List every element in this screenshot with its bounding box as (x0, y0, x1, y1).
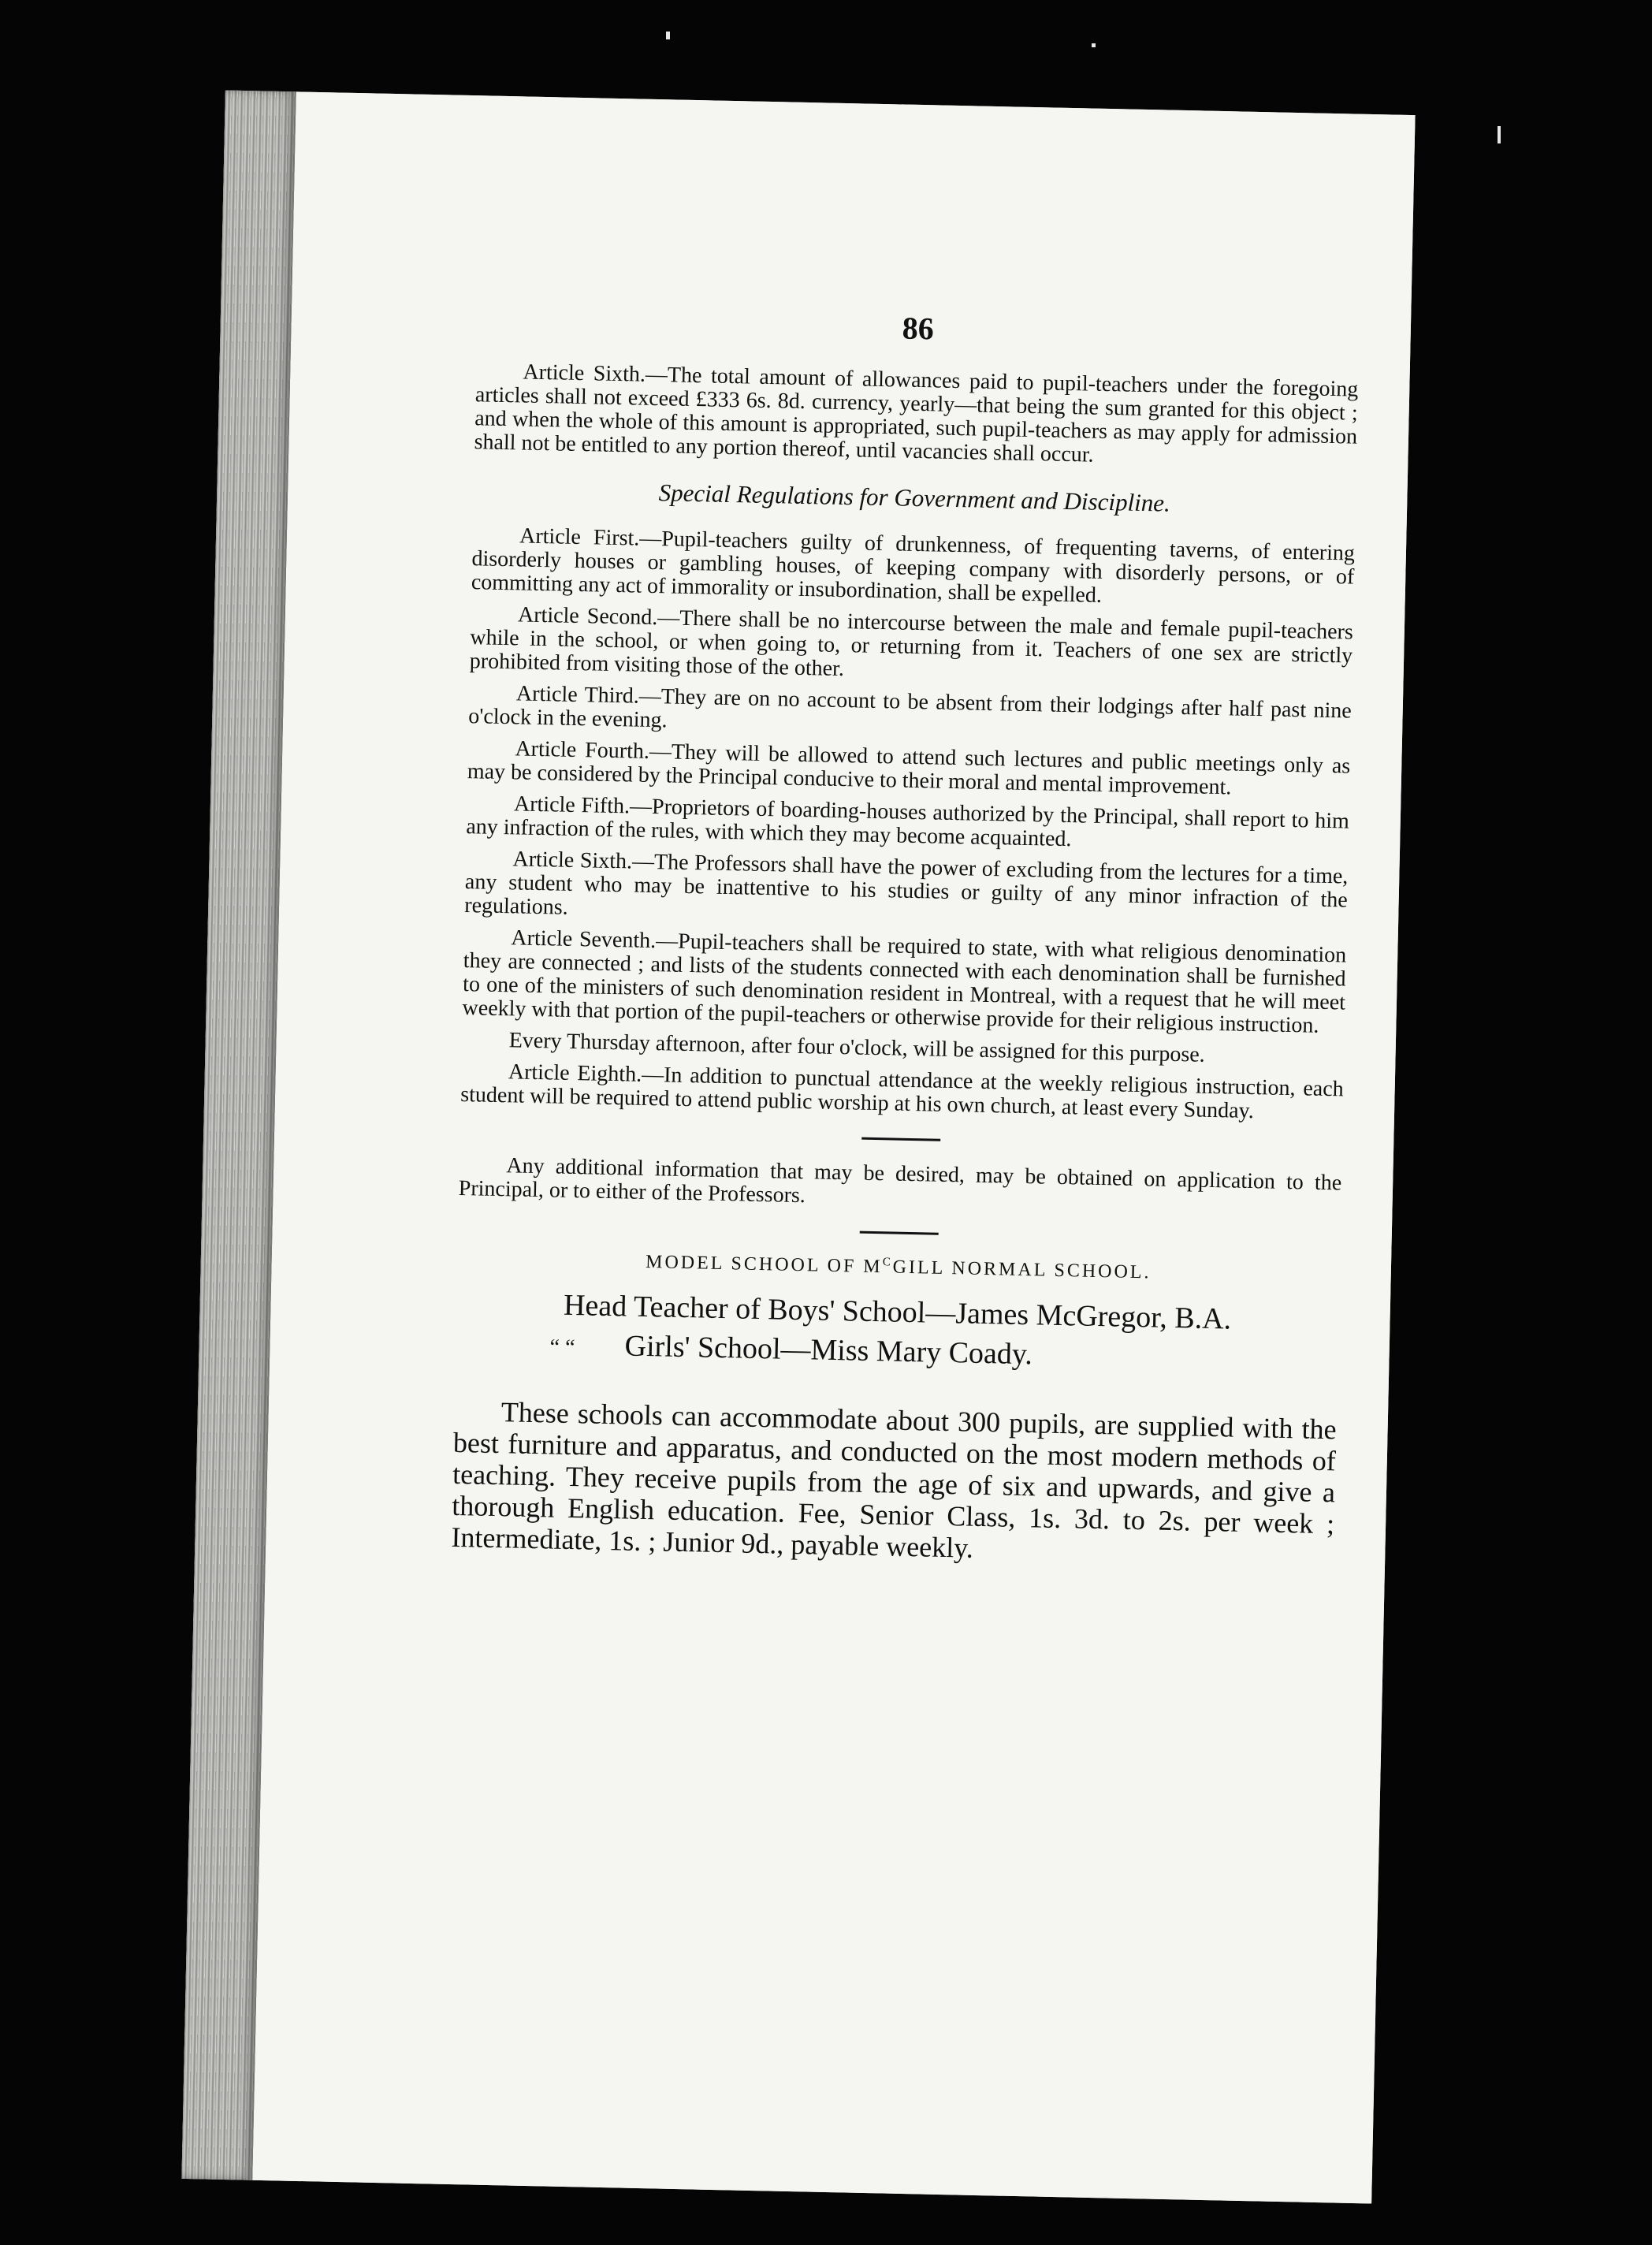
article-sixth: Article Sixth.—The Professors shall have the power of excluding from the lectures for a time, any student who may be inattentive to his studies or guilty of any minor infraction of the regulations. (464, 847, 1349, 920)
head-teacher-boys: Head Teacher of Boys' School—James McGregor, B.A. (563, 1288, 1232, 1336)
schools-description: These schools can accommodate about 300 pupils, are supplied with the best furniture and apparatus, and conducted on the most modern methods of teaching. They receive pupils from the age of six and upwards, and give a thorough English education. Fee, Senior Class, 1s. 3d. to 2s. per week ; Intermediate, 1s. ; Junior 9d., payable weekly. (451, 1396, 1338, 1564)
model-school-title: MODEL SCHOOL OF $M^CGILL$ NORMAL SCHOOL. (645, 1251, 1152, 1283)
article-first: Article First.—Pupil-teachers guilty of drunkenness, of frequenting taverns, of entering disorderly houses or gambling houses, of keeping company with disorderly persons, or of committing any act of immorality or insubordination, shall be expelled. (471, 523, 1356, 608)
article-second: Article Second.—There shall be no intercourse between the male and female pupil-teachers while in the school, or when going to, or returning from it. Teachers of one sex are strictly prohibited from visiting those of the other. (469, 602, 1354, 682)
ditto-marks: “ “ (549, 1335, 575, 1361)
page (252, 91, 1415, 2203)
scan-speck (666, 32, 670, 39)
article-fifth: Article Fifth.—Proprietors of boarding-houses authorized by the Principal, shall report to him any infraction of the rules, with which they may become acquainted. (466, 791, 1350, 852)
additional-info: Any additional information that may be desired, may be obtained on application to the Principal, or to either of the Professors. (458, 1153, 1342, 1208)
thursday-note: Every Thursday afternoon, after four o'clock, will be assigned for this purpose. (508, 1028, 1206, 1067)
head-teacher-girls: “ “ Girls' School—Miss Mary Coady. (549, 1329, 1033, 1372)
divider (861, 1137, 940, 1141)
scan-speck (1498, 126, 1501, 143)
scan-speck (1092, 43, 1096, 47)
page-content (451, 300, 1360, 1571)
article-fourth: Article Fourth.—They will be allowed to attend such lectures and public meetings only as may be considered by the Principal conducive to their moral and mental improvement. (467, 736, 1351, 800)
article-third: Article Third.—They are on no account to be absent from their lodgings after half past nine o'clock in the evening. (468, 681, 1352, 733)
section-heading: Special Regulations for Government and Discipline. (658, 478, 1171, 517)
page-number: 86 (902, 310, 935, 347)
article-seventh: Article Seventh.—Pupil-teachers shall be required to state, with what religious denomination they are connected ; and lists of the students connected with each denomination shall be furnished to one of the ministers of such denomination resident in Montreal, with a request that he will meet weekly with that portion of the pupil-teachers or otherwise provide for their religious instruction. (462, 925, 1347, 1038)
divider (860, 1231, 939, 1235)
article-eighth: Article Eighth.—In addition to punctual attendance at the weekly religious instruction, each student will be required to attend public worship at his own church, at least every Sunday. (460, 1059, 1345, 1124)
article-sixth-allowances: Article Sixth.—The total amount of allowances paid to pupil-teachers under the foregoing articles shall not exceed £333 6s. 8d. currency, yearly—that being the sum granted for this object ; and when the whole of this amount is appropriated, such pupil-teachers as may apply for admission shall not be entitled to any portion thereof, until vacancies shall occur. (474, 359, 1359, 467)
book-scan (181, 90, 1415, 2203)
